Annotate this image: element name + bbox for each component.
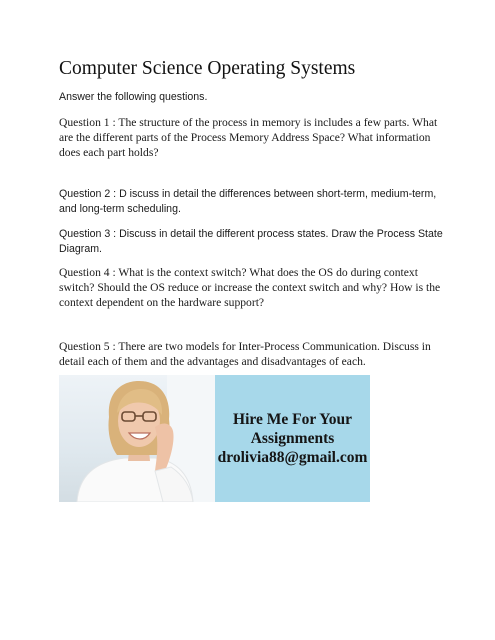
hire-me-text bbox=[215, 375, 370, 502]
question-4: Question 4 : What is the context switch? What does the OS do during context switch? Should the OS reduce or increase the context switch and why? How is the context dependent on the hardware support? bbox=[59, 266, 441, 309]
instructions: Answer the following questions. bbox=[59, 91, 208, 103]
hire-me-line-2: Assignments bbox=[250, 430, 335, 447]
woman-illustration bbox=[59, 375, 215, 502]
page-title: Computer Science Operating Systems bbox=[59, 58, 356, 79]
question-5: Question 5 : There are two models for Inter-Process Communication. Discuss in detail each of them and the advantages and disadvantages of each. bbox=[59, 340, 431, 368]
woman-photo bbox=[59, 375, 215, 502]
contact-email: drolivia88@gmail.com bbox=[217, 449, 368, 466]
hire-me-banner bbox=[59, 375, 370, 502]
question-1: Question 1 : The structure of the process in memory is includes a few parts. What are the different parts of the Process Memory Address Space? What information does each part holds? bbox=[59, 116, 438, 159]
question-3: Question 3 : Discuss in detail the different process states. Draw the Process State Diagram. bbox=[59, 228, 443, 255]
question-2: Question 2 : D iscuss in detail the differences between short-term, medium-term, and long-term scheduling. bbox=[59, 188, 437, 215]
hire-me-line-1: Hire Me For Your bbox=[233, 411, 352, 428]
